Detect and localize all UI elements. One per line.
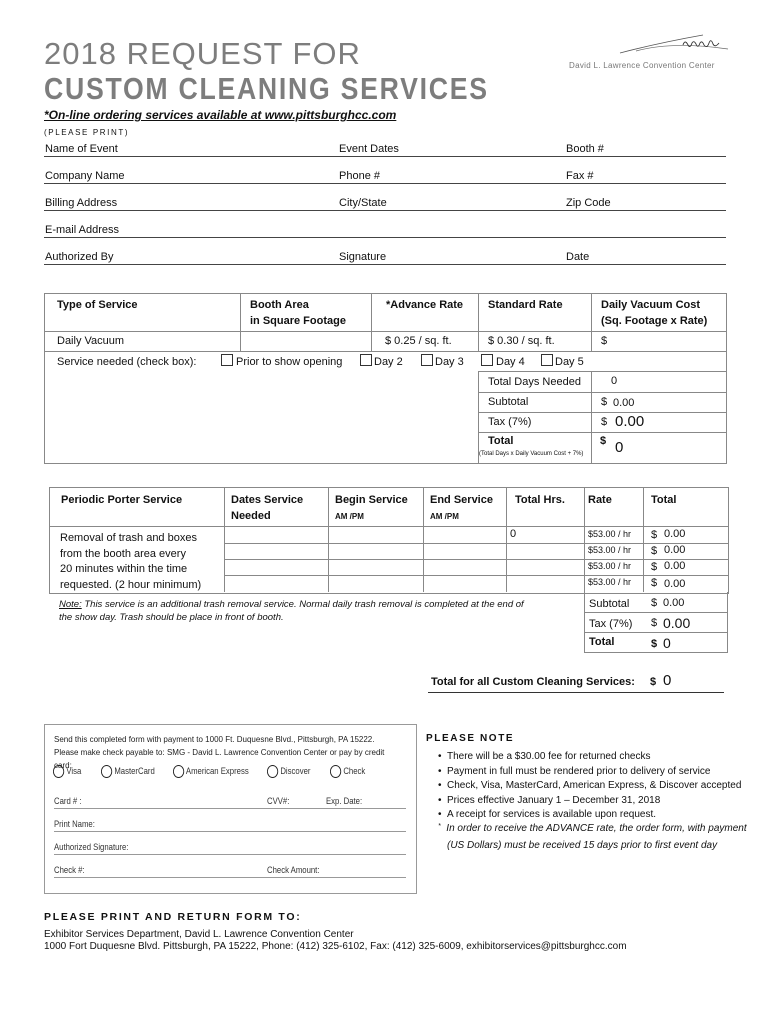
company-name-label: Company Name <box>45 170 125 182</box>
billing-address-label: Billing Address <box>45 197 118 209</box>
vacuum-total-value[interactable]: 0 <box>615 439 624 456</box>
daily-vacuum-label: Daily Vacuum <box>57 335 125 347</box>
booth-label: Booth # <box>566 143 604 155</box>
standard-rate-header: Standard Rate <box>488 299 563 311</box>
checkbox-day3[interactable] <box>421 354 433 366</box>
card-number-label: Card # : <box>54 796 82 806</box>
authorized-signature-field[interactable] <box>54 854 406 855</box>
grand-total-value[interactable]: 0 <box>663 672 672 689</box>
vacuum-tax-symbol: $ <box>601 416 608 428</box>
return-line-1: Exhibitor Services Department, David L. Lawrence Convention Center <box>44 929 354 940</box>
print-name-field[interactable] <box>54 831 406 832</box>
porter-total-header: Total <box>651 494 677 506</box>
advance-rate-note-2: (US Dollars) must be received 15 days prior to first event day <box>447 840 718 851</box>
vacuum-subtotal-symbol: $ <box>601 396 608 408</box>
total-days-value[interactable]: 0 <box>611 375 618 387</box>
online-ordering-note[interactable]: *On-line ordering services available at www.pittsburghcc.com <box>44 108 397 122</box>
field-line[interactable] <box>44 210 726 211</box>
payment-method-amex[interactable] <box>173 765 249 778</box>
porter-total-value[interactable]: 0.00 <box>664 560 686 572</box>
porter-service-header: Periodic Porter Service <box>61 494 183 506</box>
porter-tax-label: Tax (7%) <box>589 618 633 630</box>
porter-description-line: Removal of trash and boxes <box>60 532 197 544</box>
field-line[interactable] <box>44 156 726 157</box>
prior-label: Prior to show opening <box>236 356 343 368</box>
email-label: E-mail Address <box>45 224 119 236</box>
note-item: • There will be a $30.00 fee for returned checks <box>438 751 651 762</box>
zip-code-label: Zip Code <box>566 197 611 209</box>
end-service-header: End Service <box>430 494 493 506</box>
total-days-label: Total Days Needed <box>488 376 581 388</box>
day5-label: Day 5 <box>555 356 584 368</box>
name-of-event-label: Name of Event <box>45 143 118 155</box>
note-text-1: This service is an additional trash removal service. Normal daily trash removal is completed at the end of <box>81 599 524 610</box>
porter-total-symbol: $ <box>651 529 658 541</box>
vacuum-total-label: Total <box>488 435 514 447</box>
checkbox-day2[interactable] <box>360 354 372 366</box>
mastercard-label: MasterCard <box>114 765 155 776</box>
title-line-2: CUSTOM CLEANING SERVICES <box>44 71 489 106</box>
exp-date-label: Exp. Date: <box>326 796 363 806</box>
vacuum-tax-label: Tax (7%) <box>488 416 532 428</box>
day3-label: Day 3 <box>435 356 464 368</box>
porter-note <box>59 598 579 624</box>
dates-service-header-2: Needed <box>231 510 271 522</box>
payment-method-visa[interactable] <box>53 765 81 778</box>
checkbox-prior[interactable] <box>221 354 233 366</box>
advance-rate-value: $ 0.25 / sq. ft. <box>385 335 452 347</box>
discover-label: Discover <box>280 765 311 776</box>
porter-total-value[interactable]: 0.00 <box>664 578 686 590</box>
date-label: Date <box>566 251 590 263</box>
please-note-title: PLEASE NOTE <box>426 733 515 744</box>
title-line-1: 2018 REQUEST FOR <box>44 36 361 71</box>
print-name-label: Print Name: <box>54 819 95 829</box>
please-note-list <box>438 750 758 823</box>
vacuum-total-note: (Total Days x Daily Vacuum Cost + 7%) <box>479 451 584 457</box>
daily-vacuum-cost-header-2: (Sq. Footage x Rate) <box>601 315 708 327</box>
authorized-signature-label: Authorized Signature: <box>54 842 129 852</box>
porter-subtotal-value[interactable]: 0.00 <box>663 597 685 609</box>
phone-label: Phone # <box>339 170 380 182</box>
day4-label: Day 4 <box>496 356 525 368</box>
payment-method-check[interactable] <box>330 765 365 778</box>
porter-description <box>60 531 201 593</box>
vacuum-total-symbol: $ <box>600 435 607 447</box>
porter-hours-value[interactable]: 0 <box>510 528 517 540</box>
porter-total-symbol: $ <box>651 561 658 573</box>
begin-ampm: AM /PM <box>335 512 364 521</box>
amex-radio[interactable] <box>173 765 184 778</box>
return-line-2: 1000 Fort Duquesne Blvd. Pittsburgh, PA 15222, Phone: (412) 325-6102, Fax: (412) 325-6009, exhibitorservices@pittsburghcc.com <box>44 941 627 952</box>
grand-total-symbol: $ <box>650 676 657 688</box>
note-item: • Prices effective January 1 – December 31, 2018 <box>438 794 661 806</box>
dates-service-header: Dates Service <box>231 494 304 506</box>
note-text-2: the show day. Trash should be place in front of booth. <box>59 612 284 623</box>
standard-rate-value: $ 0.30 / sq. ft. <box>488 335 555 347</box>
porter-subtotal-symbol: $ <box>651 597 658 609</box>
cvv-label: CVV#: <box>267 796 290 806</box>
check-field[interactable] <box>54 877 406 878</box>
mastercard-radio[interactable] <box>101 765 112 778</box>
porter-tax-symbol: $ <box>651 617 658 629</box>
payment-line: Please make check payable to: SMG - David L. Lawrence Convention Center or pay by credit <box>54 748 385 757</box>
note-item: • A receipt for services is available upon request. <box>438 809 656 820</box>
field-line[interactable] <box>44 264 726 265</box>
porter-grand-value[interactable]: 0 <box>663 635 671 651</box>
booth-area-header: Booth Area <box>250 299 309 311</box>
visa-radio[interactable] <box>53 765 64 778</box>
porter-description-line: 20 minutes within the time <box>60 563 188 576</box>
discover-radio[interactable] <box>267 765 278 778</box>
city-state-label: City/State <box>339 197 387 209</box>
checkbox-day5[interactable] <box>541 354 553 366</box>
service-needed-label: Service needed (check box): <box>57 356 197 368</box>
checkbox-day4[interactable] <box>481 354 493 366</box>
event-dates-label: Event Dates <box>339 143 399 155</box>
porter-subtotal-label: Subtotal <box>589 598 630 610</box>
authorized-by-label: Authorized By <box>45 251 114 263</box>
payment-line: card: <box>54 761 72 770</box>
advance-rate-header: *Advance Rate <box>386 299 464 311</box>
check-label: Check <box>343 765 366 776</box>
porter-rate: $53.00 / hr <box>588 545 632 555</box>
convention-center-logo-icon <box>618 31 730 61</box>
porter-total-value[interactable]: 0.00 <box>664 528 686 540</box>
please-print-label: (PLEASE PRINT) <box>44 128 130 137</box>
type-of-service-header: Type of Service <box>57 299 138 311</box>
field-line[interactable] <box>44 183 726 184</box>
field-line[interactable] <box>44 237 726 238</box>
porter-total-value[interactable]: 0.00 <box>664 544 686 556</box>
amex-label: American Express <box>185 765 249 776</box>
porter-grand-symbol: $ <box>651 638 658 650</box>
payment-line: Send this completed form with payment to 1000 Ft. Duquesne Blvd., Pittsburgh, PA 15222. <box>54 735 375 744</box>
daily-vacuum-cost-header: Daily Vacuum Cost <box>601 299 701 311</box>
porter-rate: $53.00 / hr <box>588 529 632 539</box>
logo-caption: David L. Lawrence Convention Center <box>569 61 715 70</box>
signature-label: Signature <box>339 251 387 263</box>
visa-label: Visa <box>66 765 82 776</box>
booth-area-header-2: in Square Footage <box>250 315 346 327</box>
end-ampm: AM /PM <box>430 512 459 521</box>
note-item: • Check, Visa, MasterCard, American Express, & Discover accepted <box>438 780 742 791</box>
porter-description-line: requested. (2 hour minimum) <box>60 578 202 591</box>
payment-method-discover[interactable] <box>267 765 310 778</box>
check-number-label: Check #: <box>54 865 85 875</box>
rate-header: Rate <box>588 494 612 506</box>
card-number-field[interactable] <box>54 808 406 809</box>
vacuum-tax-value[interactable]: 0.00 <box>615 413 645 430</box>
advance-rate-note: * In order to receive the ADVANCE rate, the order form, with payment <box>438 823 747 834</box>
check-radio[interactable] <box>330 765 341 778</box>
check-amount-label: Check Amount: <box>267 865 320 875</box>
porter-total-symbol: $ <box>651 577 658 589</box>
daily-vacuum-cost-symbol[interactable]: $ <box>601 335 608 347</box>
porter-rate: $53.00 / hr <box>588 577 632 587</box>
vacuum-subtotal-value[interactable]: 0.00 <box>613 397 635 409</box>
fax-label: Fax # <box>566 170 594 182</box>
day2-label: Day 2 <box>374 356 403 368</box>
porter-total-label: Total <box>589 636 615 648</box>
vacuum-subtotal-label: Subtotal <box>488 396 529 408</box>
note-label: Note: <box>59 599 82 610</box>
payment-method-mastercard[interactable] <box>101 765 155 778</box>
porter-rate: $53.00 / hr <box>588 561 632 571</box>
porter-total-symbol: $ <box>651 545 658 557</box>
return-title: PLEASE PRINT AND RETURN FORM TO: <box>44 911 302 923</box>
grand-total-label: Total for all Custom Cleaning Services: <box>431 676 635 688</box>
note-item: • Payment in full must be rendered prior to delivery of service <box>438 765 711 777</box>
porter-description-line: from the booth area every <box>60 547 186 560</box>
porter-tax-value[interactable]: 0.00 <box>663 615 691 631</box>
total-hours-header: Total Hrs. <box>515 494 565 506</box>
begin-service-header: Begin Service <box>335 494 408 506</box>
